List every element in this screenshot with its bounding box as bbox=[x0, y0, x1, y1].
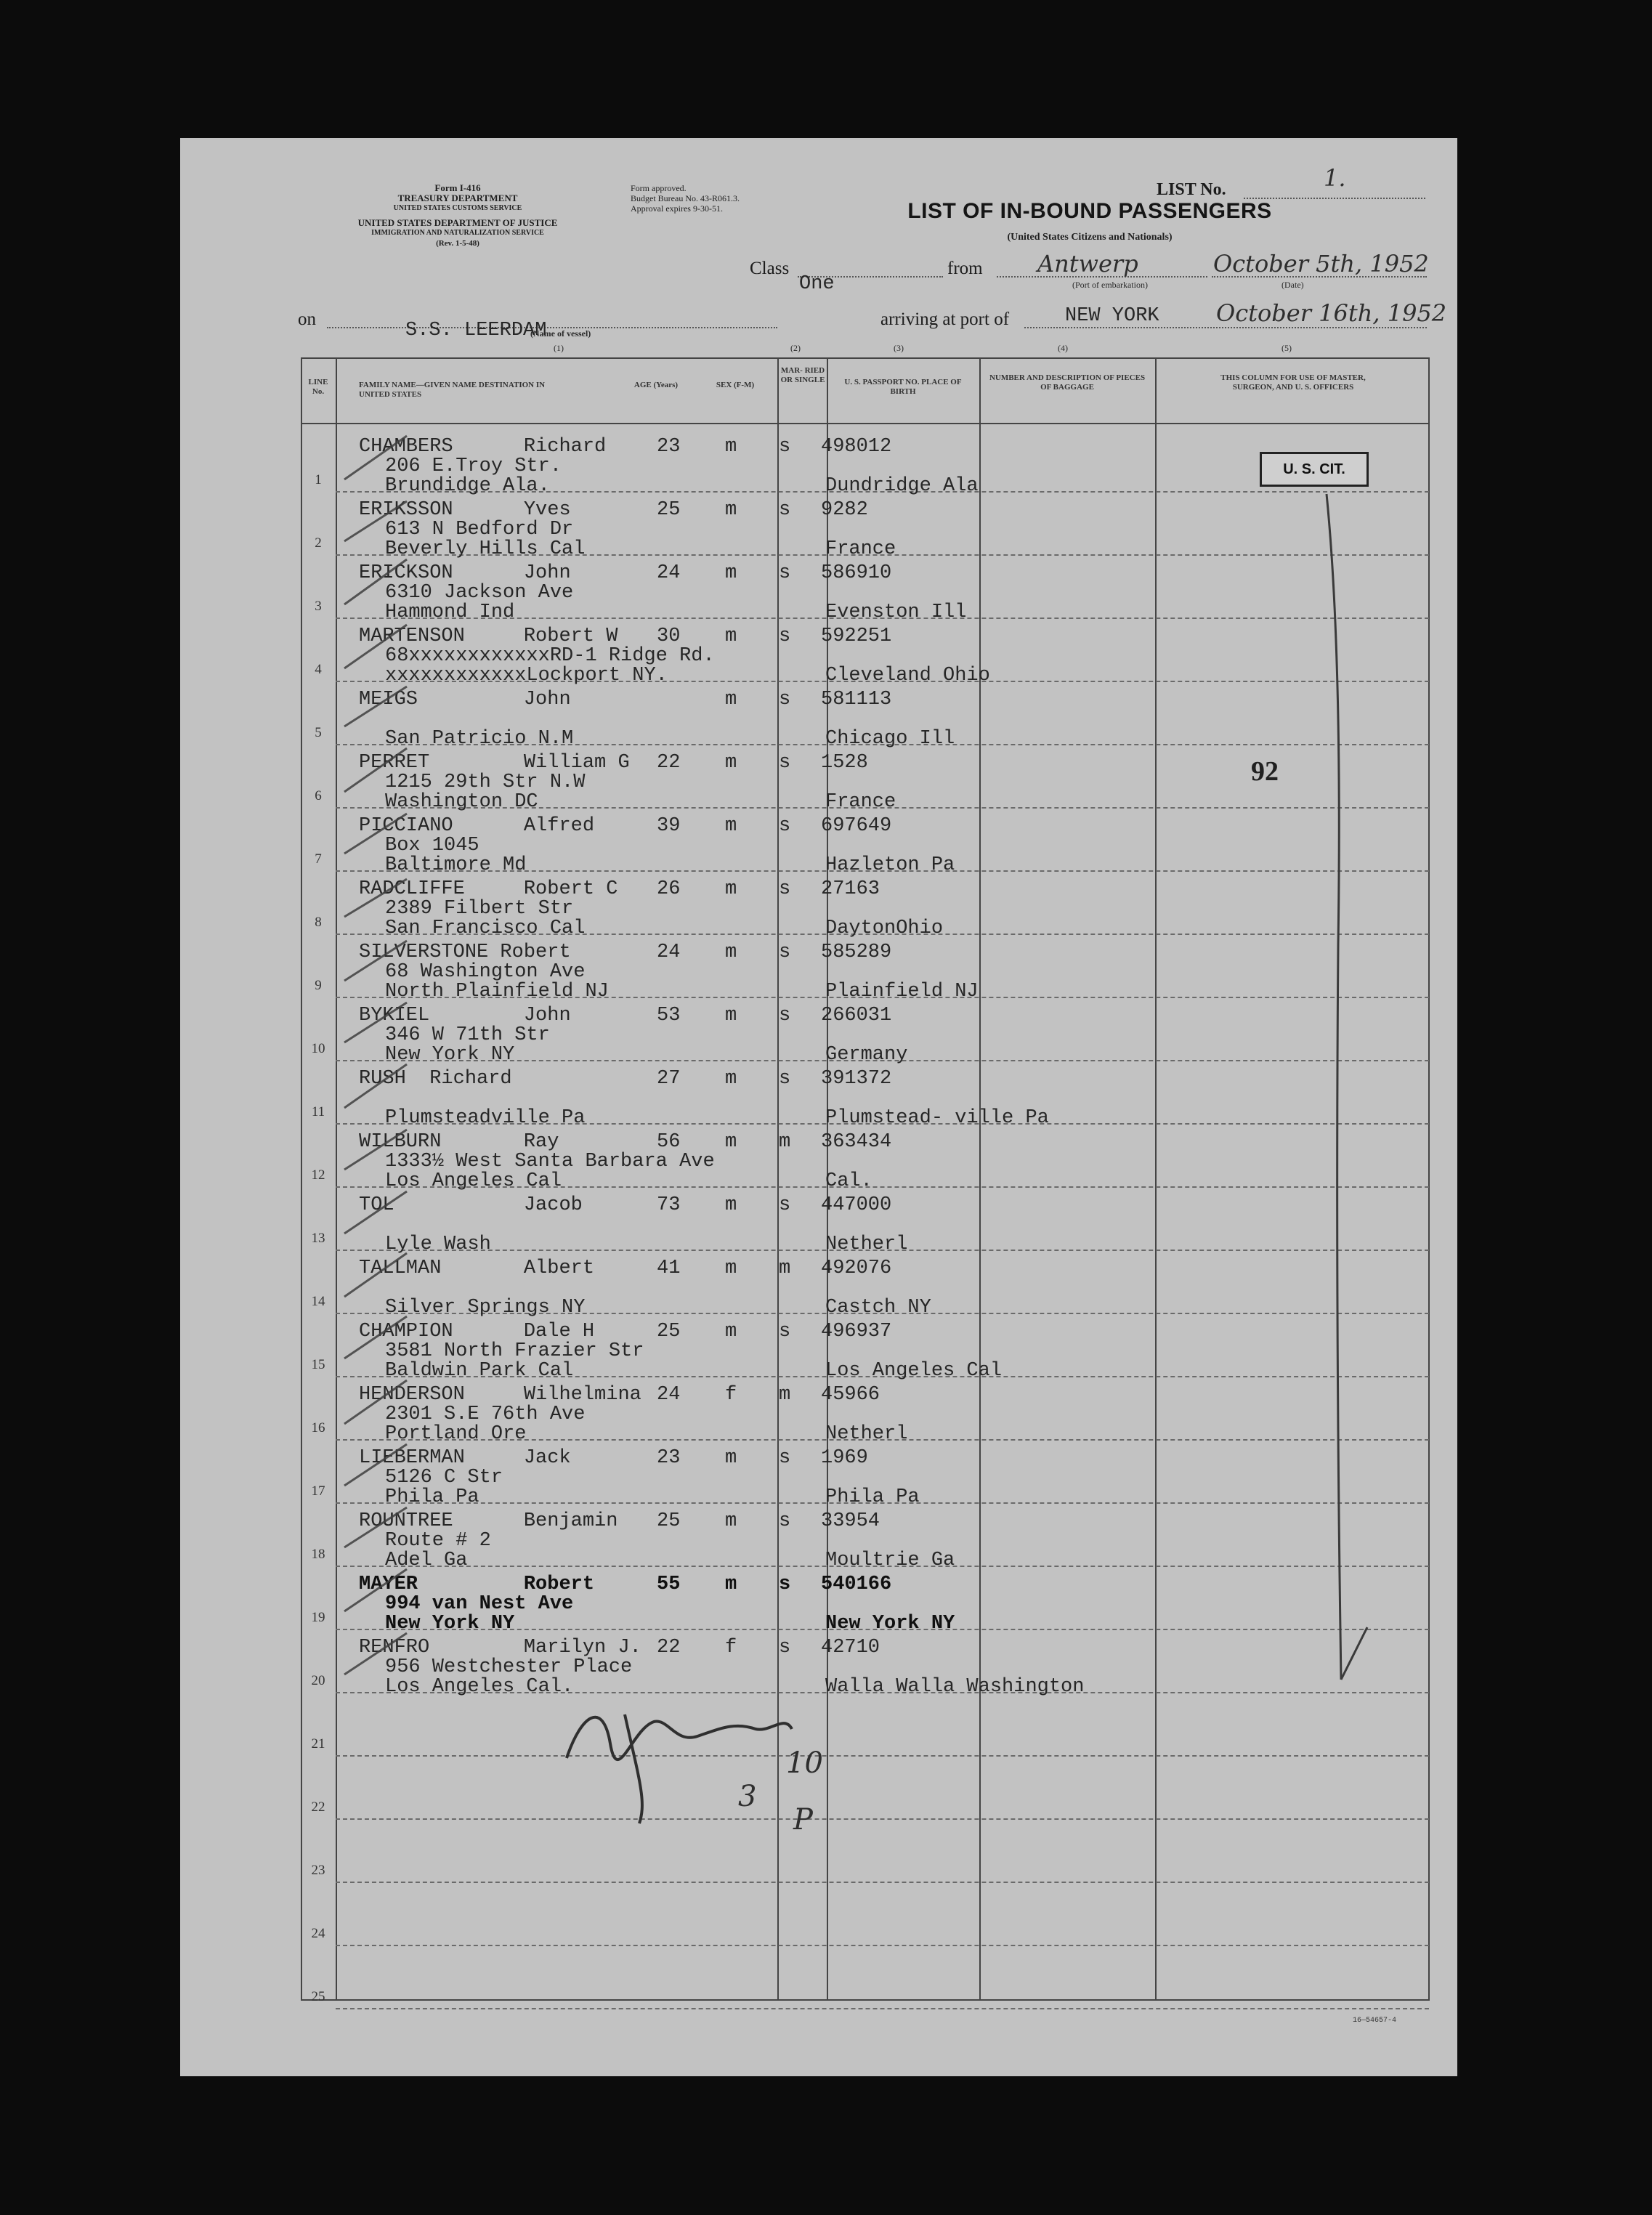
justice-dept: UNITED STATES DEPARTMENT OF JUSTICE bbox=[357, 217, 558, 228]
line-number: 3 bbox=[315, 599, 322, 614]
on-label: on bbox=[298, 309, 316, 329]
passenger-sex: m bbox=[725, 878, 737, 900]
passenger-address: 6310 Jackson Ave bbox=[385, 582, 574, 604]
col-num-2: (2) bbox=[790, 343, 801, 353]
arriving-port: NEW YORK bbox=[1065, 305, 1159, 327]
passport-number: 33954 bbox=[821, 1510, 880, 1532]
passenger-marital: s bbox=[779, 815, 791, 837]
place-of-birth: Evenston Ill bbox=[825, 602, 967, 623]
line-number: 25 bbox=[311, 1989, 325, 2004]
vessel-name: S.S. LEERDAM bbox=[405, 320, 547, 341]
budget-bureau: Budget Bureau No. 43-R061.3. bbox=[631, 193, 740, 203]
port-embarkation-caption: (Port of embarkation) bbox=[1072, 280, 1148, 290]
budget-block bbox=[631, 183, 819, 214]
document-title: LIST OF IN-BOUND PASSENGERS bbox=[907, 199, 1272, 223]
passenger-sex: m bbox=[725, 1068, 737, 1090]
place-of-birth: Dundridge Ala bbox=[825, 475, 979, 497]
form-footer-code: 16—54657-4 bbox=[1353, 2017, 1397, 2025]
passenger-name: BYKIEL John bbox=[359, 1005, 571, 1026]
passenger-name: HENDERSON Wilhelmina bbox=[359, 1384, 641, 1406]
place-of-birth: New York NY bbox=[825, 1613, 955, 1635]
passenger-destination: New York NY bbox=[385, 1613, 515, 1635]
passport-number: 697649 bbox=[821, 815, 892, 837]
place-of-birth: Chicago Ill bbox=[825, 728, 955, 750]
header-bottom-rule bbox=[301, 423, 1430, 424]
passport-number: 1528 bbox=[821, 752, 868, 774]
passenger-marital: s bbox=[779, 878, 791, 900]
header-sex: SEX (F-M) bbox=[716, 381, 755, 389]
passenger-age: 25 bbox=[657, 1321, 681, 1343]
place-of-birth: Plainfield NJ bbox=[825, 981, 979, 1003]
passenger-address: 1215 29th Str N.W bbox=[385, 772, 586, 793]
passenger-name: MEIGS John bbox=[359, 689, 571, 710]
passenger-sex: m bbox=[725, 625, 737, 647]
passenger-marital: m bbox=[779, 1131, 791, 1153]
passenger-destination: xxxxxxxxxxxxLockport NY. bbox=[385, 665, 668, 687]
passenger-age: 25 bbox=[657, 499, 681, 521]
form-approved: Form approved. bbox=[631, 183, 687, 193]
passenger-marital: s bbox=[779, 1637, 791, 1659]
passenger-age: 23 bbox=[657, 1447, 681, 1469]
passenger-destination: Baltimore Md bbox=[385, 854, 527, 876]
passenger-marital: s bbox=[779, 752, 791, 774]
passport-number: 581113 bbox=[821, 689, 892, 710]
passenger-destination: Lyle Wash bbox=[385, 1234, 491, 1255]
passenger-marital: s bbox=[779, 689, 791, 710]
annotation-p: P bbox=[793, 1803, 813, 1837]
annotation-three: 3 bbox=[738, 1780, 757, 1813]
passenger-age: 24 bbox=[657, 1384, 681, 1406]
passenger-sex: m bbox=[725, 1131, 737, 1153]
passenger-age: 22 bbox=[657, 1637, 681, 1659]
passenger-name: RADCLIFFE Robert C bbox=[359, 878, 618, 900]
passenger-name: CHAMPION Dale H bbox=[359, 1321, 595, 1343]
passenger-address: 2389 Filbert Str bbox=[385, 898, 574, 920]
col-divider-baggage bbox=[979, 357, 981, 2001]
line-number: 13 bbox=[311, 1231, 325, 1246]
passenger-name: MAYER Robert bbox=[359, 1574, 595, 1595]
arrival-date: October 16th, 1952 bbox=[1216, 299, 1447, 327]
col-num-3: (3) bbox=[894, 343, 904, 353]
line-number: 12 bbox=[311, 1167, 325, 1183]
passenger-sex: m bbox=[725, 1574, 737, 1595]
passport-number: 1969 bbox=[821, 1447, 868, 1469]
passenger-destination: Plumsteadville Pa bbox=[385, 1107, 586, 1129]
form-agency-block bbox=[291, 183, 625, 248]
passenger-address: Route # 2 bbox=[385, 1530, 491, 1552]
passenger-name: WILBURN Ray bbox=[359, 1131, 559, 1153]
passenger-age: 22 bbox=[657, 752, 681, 774]
list-no-label: LIST No. bbox=[1157, 180, 1226, 199]
place-of-birth: Phila Pa bbox=[825, 1486, 920, 1508]
passport-number: 585289 bbox=[821, 942, 892, 963]
passenger-address: 346 W 71th Str bbox=[385, 1024, 550, 1046]
passenger-age: 39 bbox=[657, 815, 681, 837]
passenger-name: LIEBERMAN Jack bbox=[359, 1447, 571, 1469]
col-num-5: (5) bbox=[1281, 343, 1292, 353]
passenger-count: 92 bbox=[1251, 756, 1279, 787]
manifest-sheet bbox=[180, 138, 1457, 2076]
passenger-destination: New York NY bbox=[385, 1044, 515, 1066]
passenger-sex: m bbox=[725, 1005, 737, 1026]
row-rule bbox=[336, 1882, 1429, 1883]
passenger-sex: m bbox=[725, 815, 737, 837]
passenger-destination: Adel Ga bbox=[385, 1550, 468, 1571]
passenger-destination: Washington DC bbox=[385, 791, 538, 813]
passport-number: 391372 bbox=[821, 1068, 892, 1090]
header-baggage: NUMBER AND DESCRIPTION OF PIECES OF BAGGAGE bbox=[989, 373, 1146, 392]
passenger-address: 206 E.Troy Str. bbox=[385, 455, 562, 477]
passport-number: 592251 bbox=[821, 625, 892, 647]
header-name: FAMILY NAME—GIVEN NAME DESTINATION IN UNITED STATES bbox=[359, 381, 546, 399]
line-number: 2 bbox=[315, 535, 322, 551]
passport-number: 42710 bbox=[821, 1637, 880, 1659]
treasury-dept: TREASURY DEPARTMENT bbox=[397, 193, 518, 203]
passenger-address: 5126 C Str bbox=[385, 1467, 503, 1489]
line-number: 21 bbox=[311, 1736, 325, 1752]
table-top-rule bbox=[301, 357, 1430, 359]
passenger-destination: Los Angeles Cal bbox=[385, 1170, 562, 1192]
passenger-sex: m bbox=[725, 436, 737, 458]
passenger-sex: m bbox=[725, 499, 737, 521]
passport-number: 498012 bbox=[821, 436, 892, 458]
passport-number: 27163 bbox=[821, 878, 880, 900]
passport-number: 447000 bbox=[821, 1194, 892, 1216]
passenger-sex: m bbox=[725, 1447, 737, 1469]
passenger-address: 3581 North Frazier Str bbox=[385, 1340, 644, 1362]
header-line-no: LINE No. bbox=[308, 378, 328, 396]
table-right-rule bbox=[1428, 357, 1430, 2001]
approval-expires: Approval expires 9-30-51. bbox=[631, 203, 723, 214]
line-number: 6 bbox=[315, 788, 322, 803]
passenger-age: 55 bbox=[657, 1574, 681, 1595]
passenger-marital: s bbox=[779, 625, 791, 647]
passenger-age: 26 bbox=[657, 878, 681, 900]
place-of-birth: Cal. bbox=[825, 1170, 872, 1192]
departure-date: October 5th, 1952 bbox=[1213, 250, 1429, 278]
passenger-marital: s bbox=[779, 1194, 791, 1216]
line-number: 19 bbox=[311, 1610, 325, 1625]
passenger-marital: s bbox=[779, 562, 791, 584]
passenger-age: 25 bbox=[657, 1510, 681, 1532]
passenger-destination: San Patricio N.M bbox=[385, 728, 574, 750]
line-number: 16 bbox=[311, 1420, 325, 1436]
passenger-destination: North Plainfield NJ bbox=[385, 981, 609, 1003]
passenger-address: 68 Washington Ave bbox=[385, 961, 586, 983]
passenger-age: 56 bbox=[657, 1131, 681, 1153]
place-of-birth: Moultrie Ga bbox=[825, 1550, 955, 1571]
passenger-marital: s bbox=[779, 499, 791, 521]
passport-number: 45966 bbox=[821, 1384, 880, 1406]
class-value: One bbox=[799, 273, 835, 295]
col-divider-line bbox=[336, 357, 337, 2001]
passenger-name: SILVERSTONE Robert bbox=[359, 942, 571, 963]
arriving-line bbox=[1024, 327, 1427, 328]
port-embarkation: Antwerp bbox=[1037, 250, 1138, 278]
row-rule bbox=[336, 1755, 1429, 1757]
passenger-sex: m bbox=[725, 562, 737, 584]
passport-number: 363434 bbox=[821, 1131, 892, 1153]
date-caption: (Date) bbox=[1281, 280, 1304, 290]
vessel-caption: (Name of vessel) bbox=[530, 328, 591, 339]
line-number: 11 bbox=[311, 1104, 325, 1119]
passenger-age: 24 bbox=[657, 942, 681, 963]
passenger-name: ERICKSON John bbox=[359, 562, 571, 584]
passenger-destination: Phila Pa bbox=[385, 1486, 479, 1508]
line-number: 17 bbox=[311, 1483, 325, 1499]
us-citizen-stamp: U. S. CIT. bbox=[1260, 452, 1369, 487]
line-number: 22 bbox=[311, 1799, 325, 1815]
passenger-name: RUSH Richard bbox=[359, 1068, 512, 1090]
line-number: 18 bbox=[311, 1547, 325, 1562]
place-of-birth: Plumstead- ville Pa bbox=[825, 1107, 1049, 1129]
passenger-destination: Portland Ore bbox=[385, 1423, 527, 1445]
passenger-address: 1333½ West Santa Barbara Ave bbox=[385, 1151, 715, 1173]
passenger-sex: m bbox=[725, 689, 737, 710]
place-of-birth: Germany bbox=[825, 1044, 908, 1066]
line-number: 8 bbox=[315, 915, 322, 930]
passenger-destination: San Francisco Cal bbox=[385, 918, 586, 939]
place-of-birth: Los Angeles Cal bbox=[825, 1360, 1003, 1382]
customs-service: UNITED STATES CUSTOMS SERVICE bbox=[393, 204, 522, 212]
passenger-age: 30 bbox=[657, 625, 681, 647]
list-no-value: 1. bbox=[1324, 164, 1346, 192]
passenger-address: 613 N Bedford Dr bbox=[385, 519, 574, 540]
passenger-name: MARTENSON Robert W bbox=[359, 625, 618, 647]
from-label: from bbox=[947, 259, 983, 278]
passenger-destination: Hammond Ind bbox=[385, 602, 515, 623]
col-divider-officers bbox=[1155, 357, 1157, 2001]
place-of-birth: Netherl bbox=[825, 1423, 908, 1445]
passport-number: 586910 bbox=[821, 562, 892, 584]
passenger-marital: s bbox=[779, 436, 791, 458]
passenger-sex: m bbox=[725, 1194, 737, 1216]
header-married: MAR- RIED OR SINGLE bbox=[780, 366, 825, 384]
passenger-marital: s bbox=[779, 1321, 791, 1343]
class-label: Class bbox=[750, 259, 790, 278]
revision: (Rev. 1-5-48) bbox=[436, 239, 479, 248]
passenger-name: PICCIANO Alfred bbox=[359, 815, 595, 837]
place-of-birth: France bbox=[825, 791, 896, 813]
passenger-sex: f bbox=[725, 1384, 737, 1406]
passport-number: 492076 bbox=[821, 1258, 892, 1279]
passenger-name: TOL Jacob bbox=[359, 1194, 583, 1216]
passenger-address: 994 van Nest Ave bbox=[385, 1593, 574, 1615]
line-number: 1 bbox=[315, 472, 322, 487]
passenger-marital: s bbox=[779, 942, 791, 963]
passenger-marital: s bbox=[779, 1510, 791, 1532]
place-of-birth: Cleveland Ohio bbox=[825, 665, 990, 687]
passenger-marital: s bbox=[779, 1068, 791, 1090]
passenger-address: Box 1045 bbox=[385, 835, 479, 857]
passenger-marital: s bbox=[779, 1447, 791, 1469]
passenger-name: RENFRO Marilyn J. bbox=[359, 1637, 641, 1659]
place-of-birth: Netherl bbox=[825, 1234, 908, 1255]
passenger-destination: Baldwin Park Cal bbox=[385, 1360, 574, 1382]
place-of-birth: Castch NY bbox=[825, 1297, 931, 1319]
passenger-sex: m bbox=[725, 942, 737, 963]
line-number: 14 bbox=[311, 1294, 325, 1309]
place-of-birth: France bbox=[825, 538, 896, 560]
passport-number: 496937 bbox=[821, 1321, 892, 1343]
line-number: 9 bbox=[315, 978, 322, 993]
header-age: AGE (Years) bbox=[633, 381, 679, 389]
passenger-name: PERRET William G bbox=[359, 752, 630, 774]
passenger-marital: m bbox=[779, 1384, 791, 1406]
passenger-destination: Brundidge Ala. bbox=[385, 475, 550, 497]
ins-service: IMMIGRATION AND NATURALIZATION SERVICE bbox=[371, 229, 544, 237]
line-number: 7 bbox=[315, 851, 322, 867]
arriving-label: arriving at port of bbox=[880, 309, 1010, 329]
line-number: 10 bbox=[311, 1041, 325, 1056]
row-rule bbox=[336, 2008, 1429, 2009]
row-rule bbox=[336, 1818, 1429, 1820]
line-number: 23 bbox=[311, 1863, 325, 1878]
annotation-ten: 10 bbox=[786, 1746, 823, 1780]
passenger-sex: m bbox=[725, 752, 737, 774]
passenger-destination: Los Angeles Cal. bbox=[385, 1676, 574, 1698]
passenger-name: CHAMBERS Richard bbox=[359, 436, 607, 458]
passenger-sex: m bbox=[725, 1510, 737, 1532]
passenger-sex: f bbox=[725, 1637, 737, 1659]
passenger-name: ERIKSSON Yves bbox=[359, 499, 571, 521]
line-number: 15 bbox=[311, 1357, 325, 1372]
passport-number: 540166 bbox=[821, 1574, 892, 1595]
passenger-name: TALLMAN Albert bbox=[359, 1258, 595, 1279]
passenger-age: 73 bbox=[657, 1194, 681, 1216]
place-of-birth: Hazleton Pa bbox=[825, 854, 955, 876]
line-number: 5 bbox=[315, 725, 322, 740]
passenger-age: 41 bbox=[657, 1258, 681, 1279]
passenger-marital: s bbox=[779, 1005, 791, 1026]
place-of-birth: Walla Walla Washington bbox=[825, 1676, 1085, 1698]
passenger-destination: Beverly Hills Cal bbox=[385, 538, 586, 560]
passenger-age: 27 bbox=[657, 1068, 681, 1090]
passenger-age: 24 bbox=[657, 562, 681, 584]
header-officers: THIS COLUMN FOR USE OF MASTER, SURGEON, AND U. S. OFFICERS bbox=[1220, 373, 1366, 392]
passenger-age: 23 bbox=[657, 436, 681, 458]
passport-number: 9282 bbox=[821, 499, 868, 521]
header-passport: U. S. PASSPORT NO. PLACE OF BIRTH bbox=[844, 378, 962, 396]
passenger-marital: m bbox=[779, 1258, 791, 1279]
place-of-birth: DaytonOhio bbox=[825, 918, 944, 939]
row-rule bbox=[336, 1945, 1429, 1946]
passenger-destination: Silver Springs NY bbox=[385, 1297, 586, 1319]
passenger-name: ROUNTREE Benjamin bbox=[359, 1510, 618, 1532]
line-number: 4 bbox=[315, 662, 322, 677]
line-number: 20 bbox=[311, 1673, 325, 1688]
passenger-marital: s bbox=[779, 1574, 791, 1595]
passenger-age: 53 bbox=[657, 1005, 681, 1026]
table-bottom-rule bbox=[301, 1999, 1430, 2001]
form-number: Form I-416 bbox=[434, 182, 481, 193]
passenger-sex: m bbox=[725, 1321, 737, 1343]
line-number: 24 bbox=[311, 1926, 325, 1941]
passenger-sex: m bbox=[725, 1258, 737, 1279]
passenger-address: 2301 S.E 76th Ave bbox=[385, 1404, 586, 1425]
passenger-address: 956 Westchester Place bbox=[385, 1656, 633, 1678]
col-num-1: (1) bbox=[554, 343, 564, 353]
col-num-4: (4) bbox=[1058, 343, 1068, 353]
passenger-address: 68xxxxxxxxxxxxRD-1 Ridge Rd. bbox=[385, 645, 715, 667]
passport-number: 266031 bbox=[821, 1005, 892, 1026]
document-subtitle: (United States Citizens and Nationals) bbox=[1007, 232, 1173, 243]
